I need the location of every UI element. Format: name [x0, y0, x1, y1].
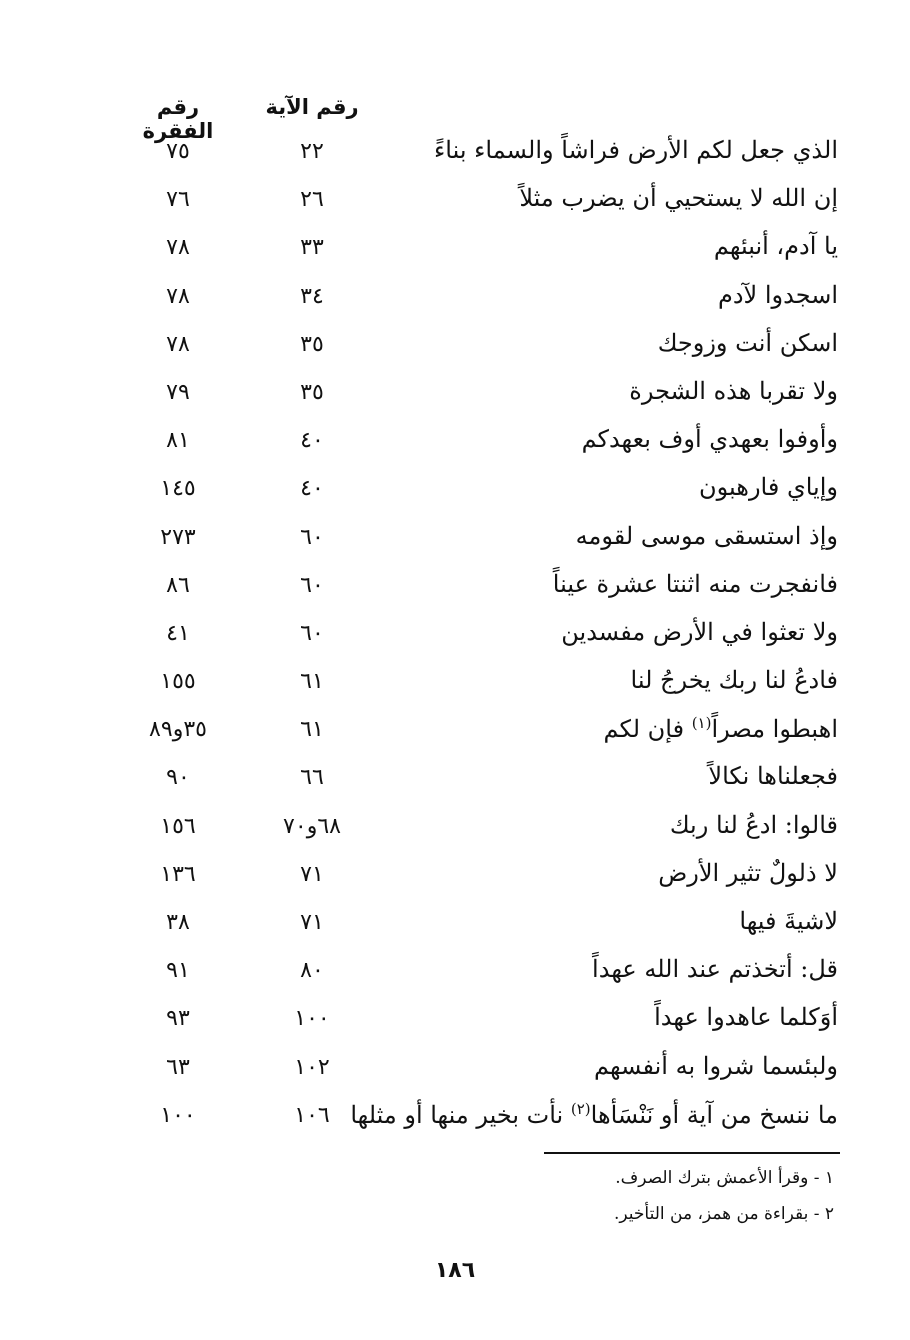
paragraph-number: ١٤٥ [160, 476, 196, 502]
ayah-number: ٤٠ [300, 476, 324, 502]
ayah-number: ٦٨و٧٠ [283, 813, 341, 839]
ayah-number-header: رقم الآية [265, 95, 359, 119]
table-row [0, 277, 910, 325]
paragraph-number: ٧٩ [166, 379, 190, 405]
footnotes [614, 1160, 834, 1232]
paragraph-number: ١٣٦ [160, 861, 196, 887]
table-row [0, 758, 910, 806]
ayah-number: ٦٦ [300, 765, 324, 791]
verse-phrase: وإذ استسقى موسى لقومه [575, 521, 838, 550]
ayah-number: ٦٠ [300, 572, 324, 598]
table-row [0, 325, 910, 373]
ayah-number: ٤٠ [300, 428, 324, 454]
paragraph-number: ٨١ [166, 428, 190, 454]
verse-text [594, 1052, 838, 1080]
verse-text [658, 859, 838, 887]
table-row [0, 373, 910, 421]
footnote-1: ١ - وقرأ الأعمش بترك الصرف. [615, 1168, 834, 1188]
paragraph-number: ٤١ [166, 620, 190, 646]
ayah-number: ٨٠ [300, 958, 324, 984]
table-row [0, 469, 910, 517]
verse-text [592, 955, 838, 983]
paragraph-number: ٧٥ [166, 139, 190, 164]
table-row [0, 132, 910, 180]
verse-text [631, 666, 838, 694]
verse-phrase: ولا تعثوا في الأرض مفسدين [561, 617, 838, 646]
table-row [0, 807, 910, 855]
ayah-number: ٣٤ [300, 283, 324, 309]
verse-phrase: ولا تقربا هذه الشجرة [629, 376, 838, 405]
verse-text [519, 184, 838, 212]
paragraph-number: ٣٥و٨٩ [149, 717, 207, 743]
verse-phrase: لاشيةَ فيها [739, 907, 838, 935]
page-number: ١٨٦ [434, 1258, 476, 1283]
verse-text [670, 811, 838, 839]
paragraph-number: ٩٠ [166, 765, 190, 791]
verse-phrase: ولبئسما شروا به أنفسهم [594, 1051, 838, 1080]
verse-phrase: لا ذلولٌ تثير الأرض [658, 858, 838, 887]
footnote-2: ٢ - بقراءة من همز، من التأخير. [613, 1204, 834, 1224]
ayah-number: ٦٠ [300, 620, 324, 646]
verse-text [350, 1100, 838, 1129]
verse-text [739, 907, 838, 935]
ayah-number: ٧١ [300, 861, 324, 887]
paragraph-number: ٦٣ [166, 1054, 190, 1080]
table-row [0, 421, 910, 469]
verse-text [434, 136, 838, 164]
verse-text [708, 762, 838, 790]
ayah-number: ٣٣ [300, 235, 324, 261]
ayah-number: ٢٢ [300, 139, 324, 164]
verse-text [699, 473, 838, 501]
table-row [0, 228, 910, 276]
index-rows [0, 132, 910, 1144]
paragraph-number-header: رقم الفقرة [142, 95, 214, 143]
ayah-number: ٦٠ [300, 524, 324, 550]
verse-text [658, 329, 838, 357]
ayah-number: ٦١ [300, 717, 324, 743]
verse-text [553, 570, 838, 598]
verse-text [654, 1003, 838, 1031]
paragraph-number: ٧٦ [166, 187, 190, 213]
verse-phrase: قل: أتخذتم عند الله عهداً [592, 955, 838, 984]
table-row [0, 662, 910, 710]
table-row [0, 999, 910, 1047]
paragraph-number: ٩١ [166, 958, 190, 984]
verse-phrase: قالوا: ادعُ لنا ربك [669, 810, 838, 839]
paragraph-number: ٧٨ [166, 235, 190, 261]
ayah-number: ٣٥ [300, 379, 324, 405]
table-row [0, 518, 910, 566]
footnote-divider [544, 1152, 840, 1154]
footnote-marker: (١) [691, 714, 712, 733]
verse-phrase: اسجدوا لآدم [718, 280, 838, 309]
table-row [0, 180, 910, 228]
paragraph-number: ٨٦ [166, 572, 190, 598]
ayah-number: ٣٥ [300, 331, 324, 357]
verse-text [561, 618, 838, 646]
ayah-number: ٦١ [300, 669, 324, 695]
paragraph-number: ٧٨ [166, 331, 190, 357]
paragraph-number: ١٠٠ [160, 1102, 196, 1128]
verse-phrase-tail: فإن لكم [603, 715, 692, 744]
verse-phrase: فجعلناها نكالاً [708, 762, 838, 791]
table-row [0, 710, 910, 758]
table-row [0, 951, 910, 999]
table-row [0, 1048, 910, 1096]
verse-phrase: وإياي فارهبون [699, 473, 838, 502]
verse-text [576, 522, 838, 550]
verse-text [603, 714, 838, 743]
verse-phrase: أوَكلما عاهدوا عهداً [654, 1003, 838, 1032]
table-header [0, 95, 910, 143]
table-row [0, 903, 910, 951]
verse-phrase: إن الله لا يستحيي أن يضرب مثلاً [519, 184, 838, 213]
verse-phrase: الذي جعل لكم الأرض فراشاً والسماء بناءً [433, 136, 838, 164]
verse-text [582, 425, 838, 453]
paragraph-number: ٣٨ [166, 910, 190, 935]
verse-phrase: ما ننسخ من آية أو نَنْسَأها [590, 1100, 838, 1129]
ayah-number: ٢٦ [300, 187, 324, 213]
verse-text [718, 281, 838, 309]
verse-phrase: اهبطوا مصراً [711, 715, 838, 744]
ayah-number: ١٠٠ [294, 1006, 330, 1032]
paragraph-number: ١٥٦ [160, 813, 196, 839]
table-row [0, 1096, 910, 1144]
verse-text [629, 377, 838, 405]
ayah-number: ١٠٦ [294, 1102, 330, 1128]
table-row [0, 855, 910, 903]
verse-phrase-tail: نأت بخير منها أو مثلها [350, 1100, 571, 1129]
verse-text [714, 232, 838, 260]
paragraph-number: ٢٧٣ [160, 524, 196, 550]
ayah-number: ٧١ [300, 910, 324, 935]
table-row [0, 614, 910, 662]
ayah-number: ١٠٢ [294, 1054, 330, 1080]
paragraph-number: ٧٨ [166, 283, 190, 309]
verse-phrase: فانفجرت منه اثنتا عشرة عيناً [552, 569, 838, 598]
verse-phrase: يا آدم، أنبئهم [713, 232, 838, 261]
verse-phrase: اسكن أنت وزوجك [657, 328, 838, 357]
verse-phrase: فادعُ لنا ربك يخرجُ لنا [630, 666, 838, 695]
footnote-marker: (٢) [570, 1099, 591, 1118]
paragraph-number: ١٥٥ [160, 669, 196, 695]
paragraph-number: ٩٣ [166, 1006, 190, 1032]
verse-phrase: وأوفوا بعهدي أوف بعهدكم [581, 425, 838, 454]
table-row [0, 566, 910, 614]
